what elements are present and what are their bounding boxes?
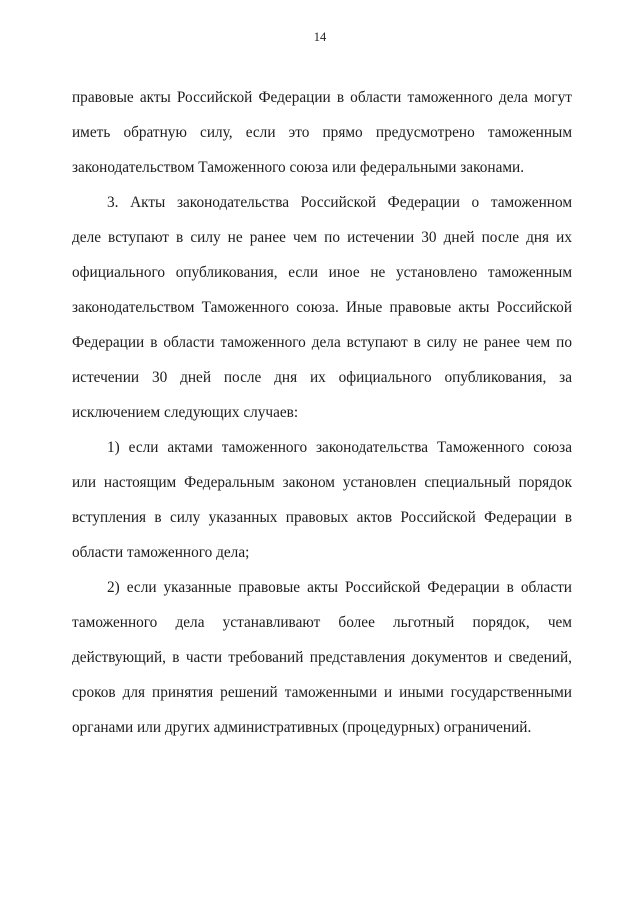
text-line: сроков для принятия решений таможенными и иными государственными	[72, 684, 572, 701]
text-line: деле вступают в силу не ранее чем по истечении 30 дней после дня их	[72, 229, 572, 246]
text-line: правовые акты Российской Федерации в области таможенного дела могут	[72, 89, 572, 106]
text-line: вступления в силу указанных правовых актов Российской Федерации в	[72, 509, 572, 526]
text-line: 3. Акты законодательства Российской Федерации о таможенном	[107, 194, 572, 211]
text-line: истечении 30 дней после дня их официального опубликования, за	[72, 369, 572, 386]
text-line: исключением следующих случаев:	[72, 404, 299, 421]
text-line: Федерации в области таможенного дела вступают в силу не ранее чем по	[72, 334, 572, 351]
text-line: действующий, в части требований представления документов и сведений,	[72, 649, 572, 666]
text-line: или настоящим Федеральным законом установлен специальный порядок	[72, 474, 572, 491]
text-line: иметь обратную силу, если это прямо предусмотрено таможенным	[72, 124, 572, 141]
text-line: законодательством Таможенного союза или федеральными законами.	[72, 159, 525, 176]
page-number: 14	[313, 30, 327, 44]
text-line: органами или других административных (процедурных) ограничений.	[72, 719, 532, 736]
text-line: области таможенного дела;	[72, 544, 250, 561]
document-body	[72, 80, 572, 745]
text-line: 1) если актами таможенного законодательства Таможенного союза	[107, 439, 572, 456]
text-line: таможенного дела устанавливают более льготный порядок, чем	[72, 614, 572, 631]
text-line: официального опубликования, если иное не установлено таможенным	[72, 264, 572, 281]
text-line: 2) если указанные правовые акты Российской Федерации в области	[107, 579, 572, 596]
text-line: законодательством Таможенного союза. Иные правовые акты Российской	[72, 299, 572, 316]
